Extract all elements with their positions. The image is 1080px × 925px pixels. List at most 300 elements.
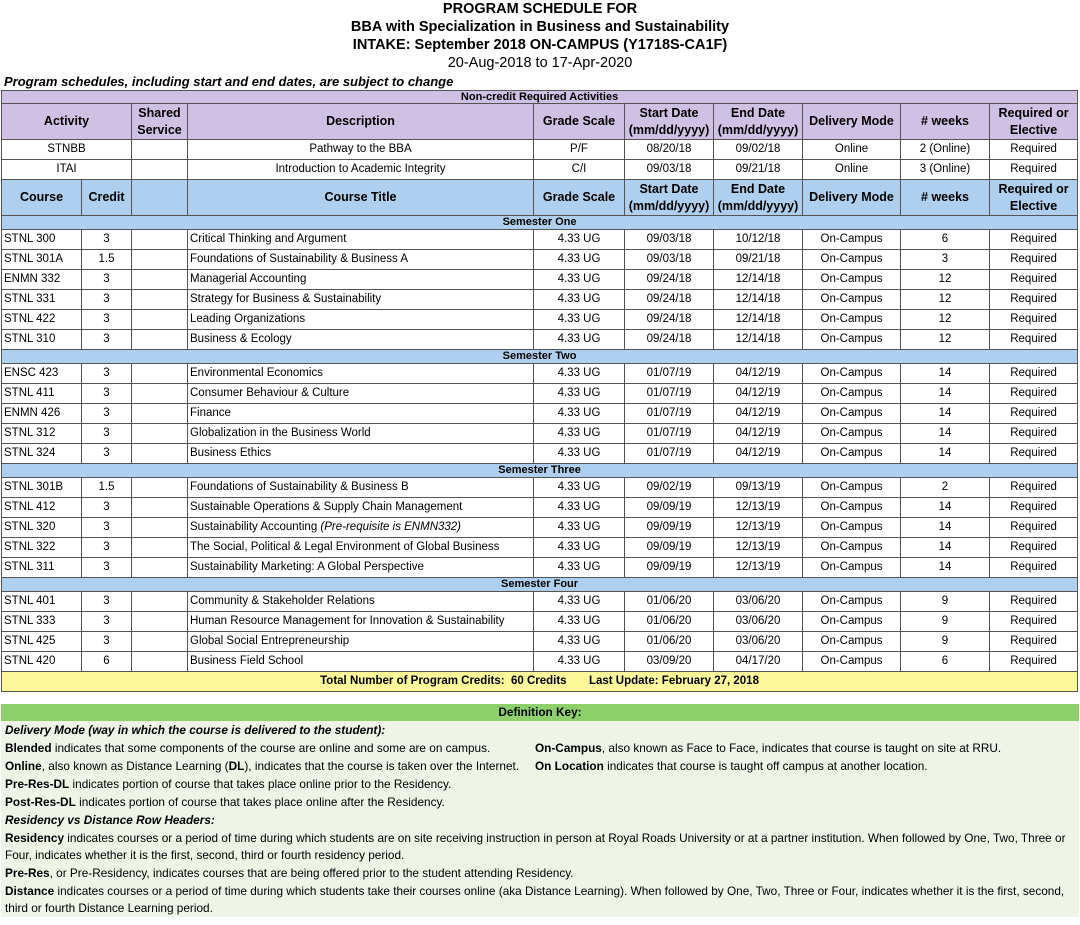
course-course-cell: STNL 412	[2, 498, 82, 518]
course-row	[2, 518, 1078, 538]
course-credit-cell: 3	[82, 270, 132, 290]
course-course-cell: STNL 324	[2, 444, 82, 464]
course-title-cell	[188, 384, 534, 404]
course-credit-cell: 3	[82, 364, 132, 384]
course-grade-cell: 4.33 UG	[534, 310, 625, 330]
semester-header: Semester Four	[2, 578, 1078, 592]
course-row	[2, 230, 1078, 250]
course-grade-cell: 4.33 UG	[534, 558, 625, 578]
semester-header: Semester Three	[2, 464, 1078, 478]
course-course-cell: STNL 422	[2, 310, 82, 330]
course-start-cell: 09/24/18	[625, 330, 714, 350]
course-row	[2, 310, 1078, 330]
def-distance: Distance indicates courses or a period of time during which students take their courses online (aka Distance Learning). When followed by One, Two, Three or Four, indicates whether it is the first, second, third or fourth Distance Learning period.	[5, 884, 1065, 915]
course-course-cell: STNL 311	[2, 558, 82, 578]
course-row	[2, 478, 1078, 498]
course-start-cell: 01/07/19	[625, 364, 714, 384]
course-mode-cell: On-Campus	[803, 538, 901, 558]
intake-line: INTAKE: September 2018 ON-CAMPUS (Y1718S-CA1F)	[352, 37, 728, 53]
activity-cell: ITAI	[2, 160, 132, 180]
course-credit-cell: 3	[82, 310, 132, 330]
course-col-header-8: # weeks	[901, 180, 990, 216]
course-title-cell	[188, 290, 534, 310]
course-title: Consumer Behaviour & Culture	[190, 387, 350, 399]
noncredit-cell: Required	[990, 140, 1078, 160]
course-end-cell: 04/12/19	[714, 424, 803, 444]
schedule-table	[1, 90, 1078, 692]
shared-service-cell	[132, 632, 188, 652]
course-req-cell: Required	[990, 558, 1078, 578]
course-col-header-5: Start Date (mm/dd/yyyy)	[625, 180, 714, 216]
course-req-cell: Required	[990, 404, 1078, 424]
course-title: Sustainable Operations & Supply Chain Management	[190, 501, 463, 513]
course-credit-cell: 3	[82, 538, 132, 558]
course-end-cell: 04/12/19	[714, 444, 803, 464]
course-grade-cell: 4.33 UG	[534, 230, 625, 250]
course-title-cell	[188, 592, 534, 612]
course-end-cell: 12/13/19	[714, 538, 803, 558]
course-mode-cell: On-Campus	[803, 404, 901, 424]
course-weeks-cell: 6	[901, 652, 990, 672]
course-credit-cell: 3	[82, 498, 132, 518]
course-course-cell: STNL 420	[2, 652, 82, 672]
course-weeks-cell: 12	[901, 330, 990, 350]
course-end-cell: 12/13/19	[714, 498, 803, 518]
course-title-cell	[188, 330, 534, 350]
title-block	[0, 0, 1080, 72]
def-post-res-dl: Post-Res-DL indicates portion of course that takes place online after the Residency.	[5, 795, 445, 809]
course-end-cell: 04/12/19	[714, 364, 803, 384]
course-course-cell: STNL 333	[2, 612, 82, 632]
course-req-cell: Required	[990, 310, 1078, 330]
course-title-cell	[188, 652, 534, 672]
def-pre-res: Pre-Res, or Pre-Residency, indicates courses that are being offered prior to the student attending Residency.	[5, 866, 574, 880]
course-title-cell	[188, 404, 534, 424]
course-start-cell: 01/07/19	[625, 444, 714, 464]
semester-header: Semester Two	[2, 350, 1078, 364]
shared-service-cell	[132, 652, 188, 672]
course-weeks-cell: 3	[901, 250, 990, 270]
course-row	[2, 290, 1078, 310]
course-course-cell: STNL 425	[2, 632, 82, 652]
course-weeks-cell: 14	[901, 384, 990, 404]
course-title-cell	[188, 612, 534, 632]
course-end-cell: 04/17/20	[714, 652, 803, 672]
course-weeks-cell: 14	[901, 518, 990, 538]
course-course-cell: STNL 401	[2, 592, 82, 612]
course-weeks-cell: 2	[901, 478, 990, 498]
shared-service-cell	[132, 558, 188, 578]
noncredit-cell: 09/02/18	[714, 140, 803, 160]
course-row	[2, 424, 1078, 444]
course-req-cell: Required	[990, 290, 1078, 310]
course-credit-cell: 1.5	[82, 250, 132, 270]
course-credit-cell: 6	[82, 652, 132, 672]
course-title-cell	[188, 310, 534, 330]
course-title: Human Resource Management for Innovation & Sustainability	[190, 615, 505, 627]
course-course-cell: STNL 322	[2, 538, 82, 558]
course-weeks-cell: 9	[901, 612, 990, 632]
course-grade-cell: 4.33 UG	[534, 270, 625, 290]
course-course-cell: STNL 310	[2, 330, 82, 350]
course-course-cell: ENMN 426	[2, 404, 82, 424]
course-grade-cell: 4.33 UG	[534, 478, 625, 498]
course-mode-cell: On-Campus	[803, 632, 901, 652]
course-title: Environmental Economics	[190, 367, 323, 379]
course-grade-cell: 4.33 UG	[534, 538, 625, 558]
course-weeks-cell: 9	[901, 632, 990, 652]
col-header-shared-service: Shared Service	[132, 104, 188, 140]
course-col-header-6: End Date (mm/dd/yyyy)	[714, 180, 803, 216]
shared-service-cell	[132, 404, 188, 424]
course-weeks-cell: 6	[901, 230, 990, 250]
course-end-cell: 12/14/18	[714, 290, 803, 310]
course-req-cell: Required	[990, 250, 1078, 270]
course-end-cell: 12/14/18	[714, 310, 803, 330]
course-title-cell	[188, 478, 534, 498]
col-header-description: Description	[188, 104, 534, 140]
course-grade-cell: 4.33 UG	[534, 290, 625, 310]
shared-service-cell	[132, 250, 188, 270]
course-end-cell: 12/13/19	[714, 558, 803, 578]
course-end-cell: 09/13/19	[714, 478, 803, 498]
def-blended: Blended indicates that some components of the course are online and some are on campus.	[5, 741, 491, 755]
course-grade-cell: 4.33 UG	[534, 444, 625, 464]
noncredit-cell: 3 (Online)	[901, 160, 990, 180]
def-on-campus: On-Campus, also known as Face to Face, indicates that course is taught on site at RRU.	[535, 741, 1002, 755]
course-weeks-cell: 14	[901, 444, 990, 464]
course-credit-cell: 3	[82, 230, 132, 250]
course-course-cell: ENSC 423	[2, 364, 82, 384]
course-title: Foundations of Sustainability & Business A	[190, 253, 408, 265]
noncredit-section-title: Non-credit Required Activities	[2, 91, 1078, 104]
shared-service-cell	[132, 270, 188, 290]
course-row	[2, 612, 1078, 632]
course-credit-cell: 3	[82, 518, 132, 538]
noncredit-cell: Online	[803, 160, 901, 180]
noncredit-cell: Introduction to Academic Integrity	[188, 160, 534, 180]
course-req-cell: Required	[990, 478, 1078, 498]
course-req-cell: Required	[990, 424, 1078, 444]
course-weeks-cell: 12	[901, 310, 990, 330]
course-credit-cell: 3	[82, 632, 132, 652]
noncredit-cell: 09/21/18	[714, 160, 803, 180]
course-start-cell: 09/24/18	[625, 270, 714, 290]
course-title-cell	[188, 538, 534, 558]
shared-service-cell	[132, 384, 188, 404]
course-req-cell: Required	[990, 270, 1078, 290]
course-mode-cell: On-Campus	[803, 364, 901, 384]
course-col-header-9: Required or Elective	[990, 180, 1078, 216]
course-course-cell: STNL 411	[2, 384, 82, 404]
course-row	[2, 270, 1078, 290]
course-col-header-1: Credit	[82, 180, 132, 216]
course-start-cell: 01/06/20	[625, 612, 714, 632]
course-row	[2, 592, 1078, 612]
course-start-cell: 09/09/19	[625, 498, 714, 518]
course-course-cell: STNL 312	[2, 424, 82, 444]
col-header-3: Grade Scale	[534, 104, 625, 140]
course-row	[2, 384, 1078, 404]
col-header-4: Start Date (mm/dd/yyyy)	[625, 104, 714, 140]
course-end-cell: 03/06/20	[714, 592, 803, 612]
course-col-header-3: Course Title	[188, 180, 534, 216]
course-weeks-cell: 14	[901, 404, 990, 424]
course-end-cell: 09/21/18	[714, 250, 803, 270]
delivery-mode-heading: Delivery Mode (way in which the course is delivered to the student):	[5, 723, 386, 737]
course-weeks-cell: 9	[901, 592, 990, 612]
course-end-cell: 12/14/18	[714, 270, 803, 290]
shared-service-cell	[132, 364, 188, 384]
course-end-cell: 03/06/20	[714, 612, 803, 632]
course-credit-cell: 3	[82, 592, 132, 612]
course-end-cell: 12/14/18	[714, 330, 803, 350]
course-mode-cell: On-Campus	[803, 652, 901, 672]
course-mode-cell: On-Campus	[803, 444, 901, 464]
course-grade-cell: 4.33 UG	[534, 404, 625, 424]
course-end-cell: 04/12/19	[714, 404, 803, 424]
course-start-cell: 09/24/18	[625, 310, 714, 330]
course-col-header-4: Grade Scale	[534, 180, 625, 216]
course-title: Global Social Entrepreneurship	[190, 635, 350, 647]
course-course-cell: STNL 331	[2, 290, 82, 310]
course-credit-cell: 3	[82, 612, 132, 632]
course-course-cell: STNL 300	[2, 230, 82, 250]
course-title: Business Ethics	[190, 447, 272, 459]
program-date-range: 20-Aug-2018 to 17-Apr-2020	[447, 55, 633, 71]
course-mode-cell: On-Campus	[803, 424, 901, 444]
course-grade-cell: 4.33 UG	[534, 632, 625, 652]
course-req-cell: Required	[990, 632, 1078, 652]
noncredit-row	[2, 140, 1078, 160]
course-credit-cell: 3	[82, 424, 132, 444]
course-req-cell: Required	[990, 230, 1078, 250]
course-end-cell: 03/06/20	[714, 632, 803, 652]
course-mode-cell: On-Campus	[803, 558, 901, 578]
course-title-cell	[188, 250, 534, 270]
course-title: Business Field School	[190, 655, 304, 667]
course-req-cell: Required	[990, 444, 1078, 464]
course-weeks-cell: 12	[901, 290, 990, 310]
course-title-cell	[188, 424, 534, 444]
col-header-5: End Date (mm/dd/yyyy)	[714, 104, 803, 140]
course-weeks-cell: 14	[901, 558, 990, 578]
def-online: Online, also known as Distance Learning (DL), indicates that the course is taken over the Internet.	[5, 759, 520, 773]
course-start-cell: 09/03/18	[625, 250, 714, 270]
course-col-header-0: Course	[2, 180, 82, 216]
noncredit-cell: Required	[990, 160, 1078, 180]
course-row	[2, 652, 1078, 672]
noncredit-row	[2, 160, 1078, 180]
course-title-cell	[188, 364, 534, 384]
course-req-cell: Required	[990, 364, 1078, 384]
course-mode-cell: On-Campus	[803, 518, 901, 538]
activity-cell: STNBB	[2, 140, 132, 160]
course-title: Critical Thinking and Argument	[190, 233, 347, 245]
shared-service-cell	[132, 518, 188, 538]
course-grade-cell: 4.33 UG	[534, 250, 625, 270]
program-title-line1: PROGRAM SCHEDULE FOR	[442, 1, 638, 17]
course-credit-cell: 3	[82, 290, 132, 310]
course-weeks-cell: 14	[901, 424, 990, 444]
course-weeks-cell: 14	[901, 498, 990, 518]
course-grade-cell: 4.33 UG	[534, 518, 625, 538]
course-end-cell: 12/13/19	[714, 518, 803, 538]
course-weeks-cell: 14	[901, 538, 990, 558]
shared-service-cell	[132, 424, 188, 444]
course-end-cell: 04/12/19	[714, 384, 803, 404]
course-req-cell: Required	[990, 518, 1078, 538]
residency-heading: Residency vs Distance Row Headers:	[5, 813, 215, 827]
course-title: Leading Organizations	[190, 313, 306, 325]
shared-service-cell	[132, 478, 188, 498]
course-mode-cell: On-Campus	[803, 330, 901, 350]
course-start-cell: 01/07/19	[625, 404, 714, 424]
course-mode-cell: On-Campus	[803, 270, 901, 290]
shared-service-cell	[132, 330, 188, 350]
noncredit-cell: C/I	[534, 160, 625, 180]
course-start-cell: 01/07/19	[625, 384, 714, 404]
course-req-cell: Required	[990, 384, 1078, 404]
course-credit-cell: 3	[82, 330, 132, 350]
course-mode-cell: On-Campus	[803, 250, 901, 270]
course-mode-cell: On-Campus	[803, 230, 901, 250]
course-prerequisite-note: (Pre-requisite is ENMN332)	[320, 521, 462, 533]
course-start-cell: 09/09/19	[625, 558, 714, 578]
course-start-cell: 01/06/20	[625, 592, 714, 612]
def-residency: Residency indicates courses or a period of time during which students are on site receiving instruction in person at Royal Roads University or at a partner institution. When followed by One, Two, Three or Four, indicates whether it is the first, second, third or fourth residency period.	[5, 831, 1066, 862]
course-grade-cell: 4.33 UG	[534, 612, 625, 632]
course-start-cell: 01/06/20	[625, 632, 714, 652]
shared-service-cell	[132, 290, 188, 310]
course-title: Sustainability Accounting	[190, 521, 321, 533]
course-title-cell	[188, 498, 534, 518]
course-mode-cell: On-Campus	[803, 592, 901, 612]
course-title: Finance	[190, 407, 231, 419]
course-course-cell: STNL 301A	[2, 250, 82, 270]
course-req-cell: Required	[990, 498, 1078, 518]
course-course-cell: STNL 320	[2, 518, 82, 538]
course-credit-cell: 3	[82, 404, 132, 424]
course-title: Strategy for Business & Sustainability	[190, 293, 382, 305]
course-req-cell: Required	[990, 612, 1078, 632]
course-mode-cell: On-Campus	[803, 498, 901, 518]
course-start-cell: 01/07/19	[625, 424, 714, 444]
course-grade-cell: 4.33 UG	[534, 330, 625, 350]
shared-service-cell	[132, 498, 188, 518]
course-title: The Social, Political & Legal Environment of Global Business	[190, 541, 500, 553]
course-req-cell: Required	[990, 330, 1078, 350]
course-grade-cell: 4.33 UG	[534, 592, 625, 612]
course-title-cell	[188, 270, 534, 290]
course-weeks-cell: 12	[901, 270, 990, 290]
course-weeks-cell: 14	[901, 364, 990, 384]
course-mode-cell: On-Campus	[803, 310, 901, 330]
course-mode-cell: On-Campus	[803, 478, 901, 498]
course-req-cell: Required	[990, 592, 1078, 612]
course-col-header-7: Delivery Mode	[803, 180, 901, 216]
definition-key	[1, 704, 1079, 917]
course-title-cell	[188, 230, 534, 250]
course-start-cell: 09/02/19	[625, 478, 714, 498]
course-course-cell: ENMN 332	[2, 270, 82, 290]
noncredit-cell: 09/03/18	[625, 160, 714, 180]
course-row	[2, 498, 1078, 518]
shared-service-cell	[132, 444, 188, 464]
course-grade-cell: 4.33 UG	[534, 498, 625, 518]
disclaimer: Program schedules, including start and end dates, are subject to change	[4, 74, 454, 89]
course-row	[2, 538, 1078, 558]
course-title-cell	[188, 558, 534, 578]
course-title-cell	[188, 444, 534, 464]
program-totals: Total Number of Program Credits: 60 Credits Last Update: February 27, 2018	[2, 672, 1078, 692]
shared-service-cell	[132, 612, 188, 632]
shared-service-cell	[132, 230, 188, 250]
course-end-cell: 10/12/18	[714, 230, 803, 250]
noncredit-cell: Online	[803, 140, 901, 160]
course-title-cell	[188, 518, 534, 538]
course-start-cell: 09/09/19	[625, 518, 714, 538]
noncredit-cell: 2 (Online)	[901, 140, 990, 160]
course-credit-cell: 3	[82, 444, 132, 464]
def-pre-res-dl: Pre-Res-DL indicates portion of course that takes place online prior to the Residency.	[5, 777, 452, 791]
course-col-header-2	[132, 180, 188, 216]
course-credit-cell: 3	[82, 558, 132, 578]
noncredit-cell: 08/20/18	[625, 140, 714, 160]
shared-service-cell	[132, 538, 188, 558]
course-course-cell: STNL 301B	[2, 478, 82, 498]
course-mode-cell: On-Campus	[803, 384, 901, 404]
program-title-line2: BBA with Specialization in Business and Sustainability	[350, 19, 730, 35]
def-on-location: On Location indicates that course is taught off campus at another location.	[535, 759, 928, 773]
course-grade-cell: 4.33 UG	[534, 424, 625, 444]
course-grade-cell: 4.33 UG	[534, 652, 625, 672]
course-row	[2, 404, 1078, 424]
course-title-cell	[188, 632, 534, 652]
shared-service-cell	[132, 310, 188, 330]
shared-service-cell	[132, 160, 188, 180]
course-title: Managerial Accounting	[190, 273, 307, 285]
course-start-cell: 09/03/18	[625, 230, 714, 250]
course-credit-cell: 1.5	[82, 478, 132, 498]
col-header-7: # weeks	[901, 104, 990, 140]
course-title: Business & Ecology	[190, 333, 292, 345]
course-mode-cell: On-Campus	[803, 290, 901, 310]
course-mode-cell: On-Campus	[803, 612, 901, 632]
course-start-cell: 03/09/20	[625, 652, 714, 672]
course-row	[2, 330, 1078, 350]
course-req-cell: Required	[990, 538, 1078, 558]
col-header-8: Required or Elective	[990, 104, 1078, 140]
course-grade-cell: 4.33 UG	[534, 384, 625, 404]
course-grade-cell: 4.33 UG	[534, 364, 625, 384]
course-row	[2, 250, 1078, 270]
course-row	[2, 558, 1078, 578]
course-title: Community & Stakeholder Relations	[190, 595, 375, 607]
definition-key-title: Definition Key:	[1, 704, 1079, 721]
shared-service-cell	[132, 140, 188, 160]
course-start-cell: 09/09/19	[625, 538, 714, 558]
course-row	[2, 364, 1078, 384]
course-start-cell: 09/24/18	[625, 290, 714, 310]
col-header-activity: Activity	[2, 104, 132, 140]
noncredit-cell: Pathway to the BBA	[188, 140, 534, 160]
col-header-6: Delivery Mode	[803, 104, 901, 140]
noncredit-cell: P/F	[534, 140, 625, 160]
shared-service-cell	[132, 592, 188, 612]
course-row	[2, 444, 1078, 464]
course-title: Sustainability Marketing: A Global Perspective	[190, 561, 424, 573]
